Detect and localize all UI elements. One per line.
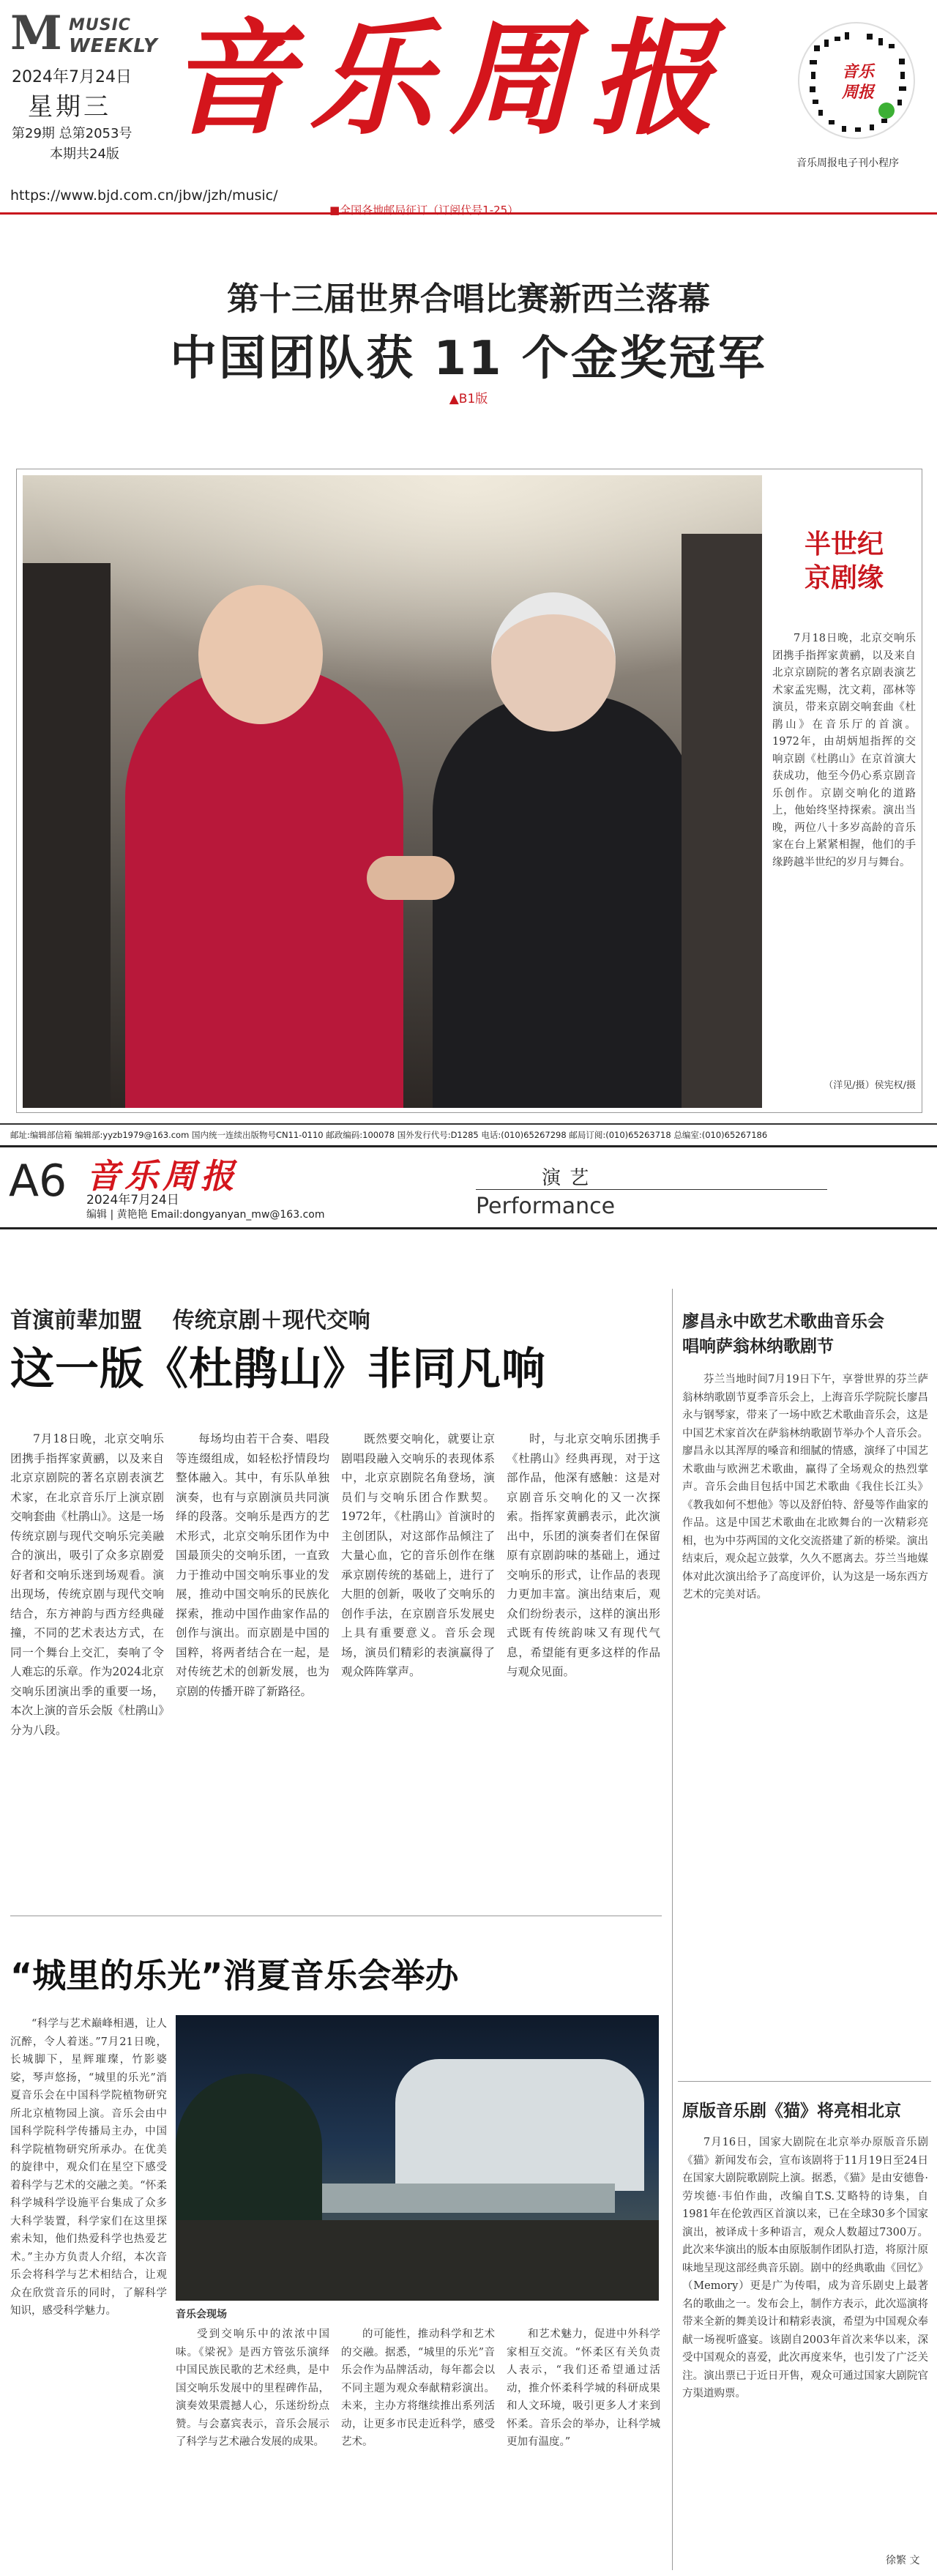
sidebar2-title: 原版音乐剧《猫》将亮相北京 <box>682 2102 901 2121</box>
photo-person-red-jacket <box>125 666 403 1108</box>
sidebar1-title-line2: 唱响萨翁林纳歌剧节 <box>682 1337 834 1356</box>
sidebar-separator <box>678 2081 931 2082</box>
feature-tag <box>771 528 917 595</box>
issue-date: 2024年7月24日 <box>12 68 132 86</box>
article2-photo <box>176 2015 659 2301</box>
photo-handshake <box>367 856 455 900</box>
article1-title: 这一版《杜鹃山》非同凡响 <box>10 1344 546 1395</box>
a6-section-cn: 演 艺 <box>542 1167 591 1189</box>
music-weekly-logo <box>10 6 179 62</box>
bottom-credit: 徐繁 文 <box>886 2555 920 2566</box>
article1-kicker: 首演前辈加盟 传统京剧＋现代交响 <box>10 1308 370 1333</box>
footer-info: 邮址:编辑部信箱 编辑部:yyzb1979@163.com 国内统一连续出版物号CN11-0110 邮政编码:100078 国外发行代号:D1285 电话:(010)65267298 邮局订阅:(010)65263718 总编室:(010)65267186 <box>10 1130 768 1140</box>
issue-pages: 本期共24版 <box>50 146 119 162</box>
a6-paper-name: 音乐周报 <box>86 1156 239 1196</box>
a6-page-number: A6 <box>9 1155 67 1207</box>
subscription-note: ■全国各地邮局征订（订阅代号1-25） <box>329 204 519 217</box>
article2-col3: 受到交响乐中的浓浓中国味。《梁祝》是西方管弦乐演绎中国民族民歌的艺术经典，是中国交响乐发展中的里程碑作品，演奏效果震撼人心，乐迷纷纷点赞。与会嘉宾表示，音乐会展示了科学与艺术融合发展的成果。 <box>176 2329 329 2448</box>
sidebar1-text: 芬兰当地时间7月19日下午，享誉世界的芬兰萨翁林纳歌剧节夏季音乐会上，上海音乐学院院长廖昌永与钢琴家，带来了一场中欧艺术歌曲音乐会，这是中国艺术家首次在萨翁林纳歌剧节举办个人音乐会。廖昌永以其浑厚的嗓音和细腻的情感，演绎了中国艺术歌曲与欧洲艺术歌曲，赢得了全场观众的热烈掌声。音乐会曲目包括中国艺术歌曲《我住长江头》《教我如何不想他》等以及舒伯特、舒曼等作曲家的作品。这是中国艺术歌曲在北欧舞台的一次精彩亮相，也为中芬两国的文化交流搭建了新的桥梁。演出结束后，观众起立鼓掌，久久不愿离去。芬兰当地媒体对此次演出给予了高度评价，认为这是一场东西方艺术的完美对话。 <box>682 1374 928 1601</box>
photo-person-red-head <box>198 585 323 724</box>
headline-title: 中国团队获 11 个金奖冠军 <box>170 332 767 386</box>
masthead-rule <box>0 212 937 215</box>
column-divider <box>672 1289 673 2570</box>
qr-caption: 音乐周报电子刊小程序 <box>796 157 899 169</box>
feature-tag-line1: 半世纪 <box>804 529 884 559</box>
issue-number: 第29期 总第2053号 <box>12 126 132 141</box>
a6-editor: 编辑 | 黄艳艳 Email:dongyanyan_mw@163.com <box>86 1209 325 1221</box>
a6-section-en: Performance <box>476 1194 616 1219</box>
photo-background-people <box>23 563 111 1108</box>
sidebar1-title-line1: 廖昌永中欧艺术歌曲音乐会 <box>682 1312 884 1331</box>
feature-tag-line2: 京剧缘 <box>804 563 884 593</box>
sidebar2-text: 7月16日，国家大剧院在北京举办原版音乐剧《猫》新闻发布会，宣布该剧将于11月19日至24日在国家大剧院歌剧院上演。据悉，《猫》是由安德鲁·劳埃德·韦伯作曲，改编自T.S.艾略特的诗集，自1981年在伦敦西区首演以来，已在全球30多个国家演出，被译成十多种语言，观众人数超过7300万。此次来华演出的版本由原版制作团队打造，将原汁原味地呈现这部经典音乐剧。剧中的经典歌曲《回忆》（Memory）更是广为传唱，成为音乐剧史上最著名的歌曲之一。发布会上，制作方表示，此次巡演将带来全新的舞美设计和精彩表演，希望为中国观众奉献一场视听盛宴。该剧自2003年首次来华以来，深受中国观众的喜爱，此次再度来华，也引发了广泛关注。演出票已于近日开售，观众可通过国家大剧院官方渠道购票。 <box>682 2137 928 2400</box>
feature-credit: （洋见/摄）侯宪权/摄 <box>824 1080 916 1091</box>
a6-header-rule <box>0 1227 937 1229</box>
article2-title: “城里的乐光”消夏音乐会举办 <box>10 1956 459 1995</box>
photo-building <box>395 2059 644 2191</box>
logo-weekly-text: WEEKLY <box>69 35 158 57</box>
qr-code[interactable] <box>798 22 915 139</box>
photo-background-person-right <box>682 534 762 1108</box>
article2-col5: 和艺术魅力，促进中外科学家相互交流。“怀柔区有关负责人表示，“我们还希望通过活动，推介怀柔科学城的科研成果和人文环境，吸引更多人才来到怀柔。音乐会的举办，让科学城更加有温度。” <box>507 2329 660 2448</box>
website-url[interactable]: https://www.bjd.com.cn/jbw/jzh/music/ <box>10 187 278 204</box>
a6-top-rule <box>0 1145 937 1147</box>
feature-photo <box>23 475 762 1108</box>
qr-center-title: 音乐周报 <box>841 62 874 102</box>
qr-wechat-icon <box>878 103 895 119</box>
masthead <box>0 0 937 220</box>
article2-col1: “科学与艺术巅峰相遇，让人沉醉，令人着迷。”7月21日晚，长城脚下，星辉璀璨，竹影婆娑，琴声悠扬，“城里的乐光”消夏音乐会在中国科学院植物研究所北京植物园上演。音乐会由中国科学院科学传播局主办，中国科学院植物研究所承办。在优美的旋律中，观众们在星空下感受着科学与艺术的交融之美。“怀柔科学城科学设施平台集成了众多大科学装置，科学家们在这里探索未知，他们热爱科学也热爱艺术。”主办方负责人介绍，本次音乐会将科学与艺术相结合，让观众在欣赏音乐的同时，了解科学知识，感受科学魅力。 <box>10 2018 167 2317</box>
article2-photo-caption: 音乐会现场 <box>176 2309 227 2320</box>
feature-caption: 7月18日晚，北京交响乐团携手指挥家黄鹂，以及来自北京京剧院的著名京剧表演艺术家孟宪赐，沈文莉，邵林等演员，带来京剧交响套曲《杜鹃山》在音乐厅的首演。1972年，由胡炳旭指挥的交响京剧《杜鹃山》在京首演大获成功，他至今仍心系京剧音乐创作。京剧交响化的道路上，他始终坚持探索。演出当晚，两位八十多岁高龄的音乐家在台上紧紧相握，他们的手缘跨越半世纪的岁月与舞台。 <box>772 633 916 868</box>
feature-block <box>16 469 922 1113</box>
photo-person-dark-suit <box>433 695 696 1108</box>
photo-audience <box>176 2220 659 2301</box>
headline-page-ref[interactable]: ▲B1版 <box>449 392 488 406</box>
article1-col1: 7月18日晚，北京交响乐团携手指挥家黄鹂，以及来自北京京剧院的著名京剧表演艺术家，在北京音乐厅上演京剧交响套曲《杜鹃山》。这是一场传统京剧与现代交响乐完美融合的演出，吸引了众多京剧爱好者和交响乐迷到场观看。演出现场，传统京剧与现代交响结合，东方神韵与西方经典碰撞，不同的艺术表达方式，在同一个舞台上交汇，奏响了令人难忘的乐章。作为2024北京交响乐团演出季的重要一场，本次上演的音乐会版《杜鹃山》分为八段。 <box>10 1432 164 1737</box>
photo-stage-lights <box>23 475 762 695</box>
issue-weekday: 星期三 <box>28 92 111 122</box>
article1-col2: 每场均由若干合奏、唱段等连缀组成，如轻松抒情段均整体融入。其中，有乐队单独演奏，也有与京剧演员共同演绎的段落。交响乐是西方的艺术形式，北京交响乐团作为中国最顶尖的交响乐团，一直致力于推动中国交响乐事业的发展，推动中国交响乐的民族化探索，推动中国作曲家作品的创作与演出。而京剧是中国的国粹，将两者结合在一起，是对传统艺术的创新发展，也为京剧的传播开辟了新路径。 <box>176 1432 329 1698</box>
a6-section-divider <box>476 1189 827 1190</box>
newspaper-title: 音乐周报 <box>168 6 731 152</box>
headline-kicker: 第十三届世界合唱比赛新西兰落幕 <box>227 280 710 318</box>
article1-col3: 既然要交响化，就要让京剧唱段融入交响乐的表现体系中，北京京剧院名角登场，演员们与交响乐团合作默契。1972年，《杜鹃山》首演时的主创团队，对这部作品倾注了大量心血，它的音乐创作在继承京剧传统的基础上，进行了大胆的创新，吸收了交响乐的创作手法，在京剧音乐发展史上具有重要意义。音乐会现场，演员们精彩的表演赢得了观众阵阵掌声。 <box>341 1432 495 1678</box>
photo-trees <box>176 2074 322 2220</box>
a6-date: 2024年7月24日 <box>86 1193 179 1207</box>
logo-m-glyph: M <box>10 6 62 61</box>
footer-rule <box>0 1123 937 1125</box>
article1-col4: 时，与北京交响乐团携手《杜鹃山》经典再现，对于这部作品，他深有感触：这是对京剧音乐交响化的又一次探索。指挥家黄鹂表示，此次演出中，乐团的演奏者们在保留原有京剧韵味的基础上，通过交响乐的形式，让作品的表现力更加丰富。演出结束后，观众们纷纷表示，这样的演出形式既有传统韵味又有现代气息，希望能有更多这样的作品与观众见面。 <box>507 1432 660 1678</box>
logo-music-text: MUSIC <box>69 16 131 34</box>
article2-col4: 的可能性，推动科学和艺术的交融。据悉，“城里的乐光”音乐会作为品牌活动，每年都会以不同主题为观众奉献精彩演出。未来，主办方将继续推出系列活动，让更多市民走近科学，感受艺术。 <box>341 2329 495 2448</box>
photo-person-grey-head <box>491 592 616 732</box>
